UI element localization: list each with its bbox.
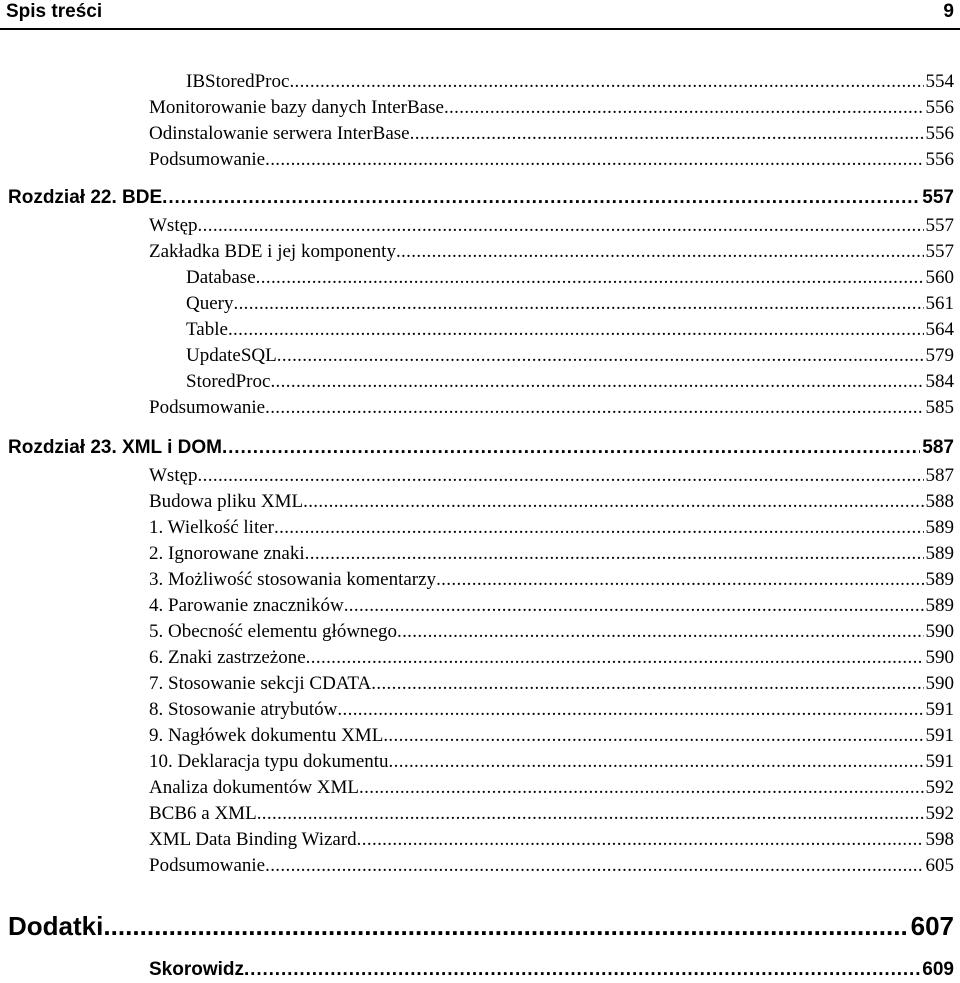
toc-leader [337,697,923,723]
page-number: 9 [943,1,954,22]
toc-chapter-page: 557 [922,187,954,208]
toc-entry-page: 589 [925,569,954,590]
toc-entry [149,645,954,671]
toc-entry-title: 6. Znaki zastrzeżone [149,647,306,668]
toc-entry [149,801,954,827]
toc-entry-title: 9. Nagłówek dokumentu XML [149,725,384,746]
toc-entry-title: 4. Parowanie znaczników [149,595,344,616]
toc-leader [371,671,923,697]
toc-entry [149,121,954,147]
toc-chapter-title: Rozdział 23. XML i DOM [8,437,222,458]
toc-leader [359,775,923,801]
toc-entry-title: Zakładka BDE i jej komponenty [149,241,396,262]
toc-leader [306,645,924,671]
toc-leader [396,239,924,265]
toc-leader [103,910,908,942]
toc-entry [149,749,954,775]
toc-leader [303,489,923,515]
toc-leader [277,343,924,369]
toc-entry-title: Wstęp [149,215,198,236]
toc-entry [186,265,954,291]
toc-leader [436,567,923,593]
toc-entry [149,395,954,421]
toc-part-title: Dodatki [8,911,104,941]
toc-entry-page: 591 [925,751,954,772]
toc-leader [162,185,920,211]
toc-entry-page: 556 [925,123,954,144]
toc-entry [149,463,954,489]
toc-entry-page: 589 [925,595,954,616]
toc-index-page: 609 [922,959,954,980]
toc-entry [186,69,954,95]
toc-entry [149,515,954,541]
toc-entry [149,775,954,801]
toc-entry-page: 590 [925,673,954,694]
toc-entry-title: IBStoredProc [186,71,290,92]
toc-entry [149,239,954,265]
toc-entry-title: UpdateSQL [186,345,277,366]
toc-leader [389,749,924,775]
toc-chapter [8,185,954,211]
toc-leader [233,291,923,317]
toc-leader [222,435,920,461]
toc-entry [149,827,954,853]
toc-entry-page: 560 [925,267,954,288]
toc-entry-page: 588 [925,491,954,512]
toc-leader [256,265,924,291]
toc-entry-title: BCB6 a XML [149,803,257,824]
toc-leader [289,69,923,95]
toc-leader [265,853,923,879]
toc-leader [198,213,924,239]
toc-entry [149,593,954,619]
toc-entry-page: 598 [925,829,954,850]
toc-entry-title: 5. Obecność elementu głównego [149,621,397,642]
toc-leader [397,619,924,645]
toc-entry-page: 592 [925,777,954,798]
toc-leader [198,463,924,489]
toc-entry-title: Table [186,319,228,340]
section-title: Spis treści [6,1,103,22]
toc-part-page: 607 [910,911,954,941]
toc-entry [186,291,954,317]
toc-entry-title: Query [186,293,234,314]
toc-entry-title: 3. Możliwość stosowania komentarzy [149,569,437,590]
toc-entry-title: 2. Ignorowane znaki [149,543,305,564]
toc-entry [149,567,954,593]
toc-chapter-title: Rozdział 22. BDE [8,187,163,208]
toc-leader [410,121,924,147]
toc-leader [265,147,923,173]
toc-leader [357,827,924,853]
toc-leader [383,723,923,749]
toc-entry-title: Database [186,267,256,288]
toc-entry-page: 554 [925,71,954,92]
toc-entry-page: 564 [925,319,954,340]
toc-entry-page: 589 [925,543,954,564]
toc-entry-title: XML Data Binding Wizard [149,829,357,850]
toc-entry-page: 556 [925,97,954,118]
toc-entry-title: Wstęp [149,465,198,486]
toc-entry-page: 584 [925,371,954,392]
toc-entry-page: 556 [925,149,954,170]
toc-leader [444,95,924,121]
toc-entry-page: 591 [925,725,954,746]
toc-entry [149,213,954,239]
toc-leader [228,317,924,343]
toc-entry [149,541,954,567]
toc-entry [149,147,954,173]
toc-entry-title: Podsumowanie [149,855,266,876]
toc-leader [270,369,923,395]
toc-part [8,910,954,944]
toc-entry-title: Budowa pliku XML [149,491,304,512]
toc-leader [274,515,924,541]
toc-chapter-page: 587 [922,437,954,458]
toc-entry [149,723,954,749]
toc-entry-title: 1. Wielkość liter [149,517,274,538]
header-rule [0,28,960,30]
toc-entry [149,697,954,723]
toc-entry [186,369,954,395]
toc-entry-page: 585 [925,397,954,418]
toc-entry [149,853,954,879]
toc-leader [344,593,924,619]
toc-entry-title: 8. Stosowanie atrybutów [149,699,338,720]
toc-entry [149,671,954,697]
toc-entry-title: Odinstalowanie serwera InterBase [149,123,410,144]
toc-entry-title: 10. Deklaracja typu dokumentu [149,751,389,772]
toc-entry-page: 561 [925,293,954,314]
toc-entry-page: 579 [925,345,954,366]
toc-entry-title: StoredProc [186,371,271,392]
toc-entry [149,619,954,645]
toc-entry [149,95,954,121]
toc-entry-title: Monitorowanie bazy danych InterBase [149,97,444,118]
toc-leader [305,541,924,567]
toc-entry-page: 592 [925,803,954,824]
toc-entry [186,343,954,369]
toc-entry-page: 605 [925,855,954,876]
toc-leader [244,957,920,983]
toc-entry-title: Podsumowanie [149,149,266,170]
toc-entry [186,317,954,343]
toc-chapter [8,435,954,461]
toc-entry-page: 587 [925,465,954,486]
toc-entry-page: 589 [925,517,954,538]
toc-index-title: Skorowidz [149,959,245,980]
toc-entry [149,489,954,515]
toc-index [149,957,954,983]
toc-entry-title: Analiza dokumentów XML [149,777,360,798]
toc-leader [265,395,923,421]
toc-entry-page: 590 [925,647,954,668]
toc-entry-page: 590 [925,621,954,642]
page-header [0,0,960,30]
toc-entry-title: Podsumowanie [149,397,266,418]
toc-leader [257,801,924,827]
toc-entry-page: 557 [925,215,954,236]
toc-entry-title: 7. Stosowanie sekcji CDATA [149,673,372,694]
toc-entry-page: 557 [925,241,954,262]
toc-entry-page: 591 [925,699,954,720]
